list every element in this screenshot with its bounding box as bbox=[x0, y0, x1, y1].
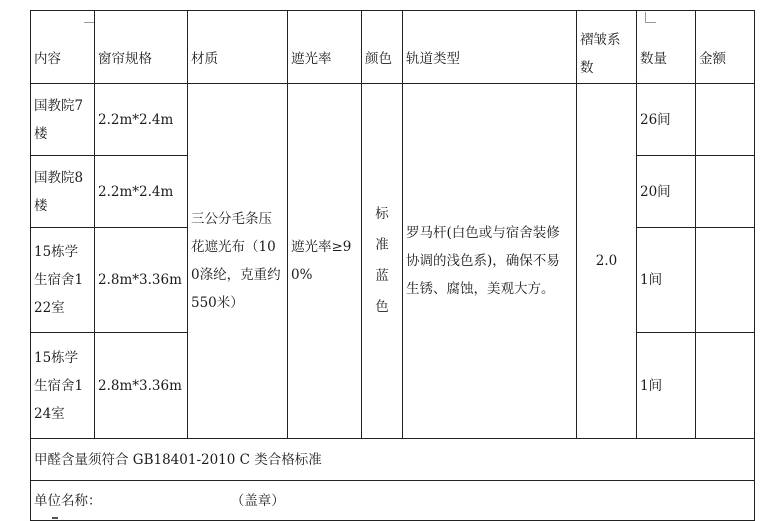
cell-content: 国教院8楼 bbox=[31, 156, 95, 228]
cell-amount bbox=[696, 156, 755, 228]
header-track: 轨道类型 bbox=[403, 11, 577, 84]
cell-pleat: 2.0 bbox=[577, 84, 637, 439]
cell-quantity: 1间 bbox=[637, 333, 696, 439]
cell-track: 罗马杆(白色或与宿舍装修协调的浅色系)，确保不易生锈、腐蚀，美观大方。 bbox=[403, 84, 577, 439]
page-edge-mark bbox=[52, 517, 58, 519]
cell-size: 2.2m*2.4m bbox=[95, 84, 188, 156]
cell-amount bbox=[696, 84, 755, 156]
header-color: 颜色 bbox=[362, 11, 403, 84]
header-size: 窗帘规格 bbox=[95, 11, 188, 84]
header-row bbox=[31, 11, 755, 84]
cell-size: 2.2m*2.4m bbox=[95, 156, 188, 228]
cell-content: 15栋学生宿舍124室 bbox=[31, 333, 95, 439]
formaldehyde-note: 甲醛含量须符合 GB18401-2010 C 类合格标准 bbox=[31, 439, 755, 481]
header-pleat: 褶皱系数 bbox=[577, 11, 637, 84]
curtain-spec-table bbox=[30, 10, 755, 521]
cell-quantity: 26间 bbox=[637, 84, 696, 156]
cell-amount bbox=[696, 333, 755, 439]
signature-cell bbox=[31, 481, 755, 521]
header-content: 内容 bbox=[31, 11, 95, 84]
cell-amount bbox=[696, 228, 755, 333]
cell-color: 标准蓝色 bbox=[362, 84, 403, 439]
cell-content: 15栋学生宿舍122室 bbox=[31, 228, 95, 333]
cell-material: 三公分毛条压花遮光布（100涤纶，克重约550米） bbox=[188, 84, 288, 439]
company-name-label: 单位名称： bbox=[34, 492, 102, 509]
cell-size: 2.8m*3.36m bbox=[95, 228, 188, 333]
header-quantity: 数量 bbox=[637, 11, 696, 84]
header-shading: 遮光率 bbox=[288, 11, 362, 84]
table-row bbox=[31, 84, 755, 156]
signature-row bbox=[31, 481, 755, 521]
cell-quantity: 20间 bbox=[637, 156, 696, 228]
cell-size: 2.8m*3.36m bbox=[95, 333, 188, 439]
seal-label: （盖章） bbox=[237, 492, 285, 509]
cell-quantity: 1间 bbox=[637, 228, 696, 333]
header-material: 材质 bbox=[188, 11, 288, 84]
note-row bbox=[31, 439, 755, 481]
cell-content: 国教院7楼 bbox=[31, 84, 95, 156]
header-amount: 金额 bbox=[696, 11, 755, 84]
cell-shading: 遮光率≥90% bbox=[288, 84, 362, 439]
